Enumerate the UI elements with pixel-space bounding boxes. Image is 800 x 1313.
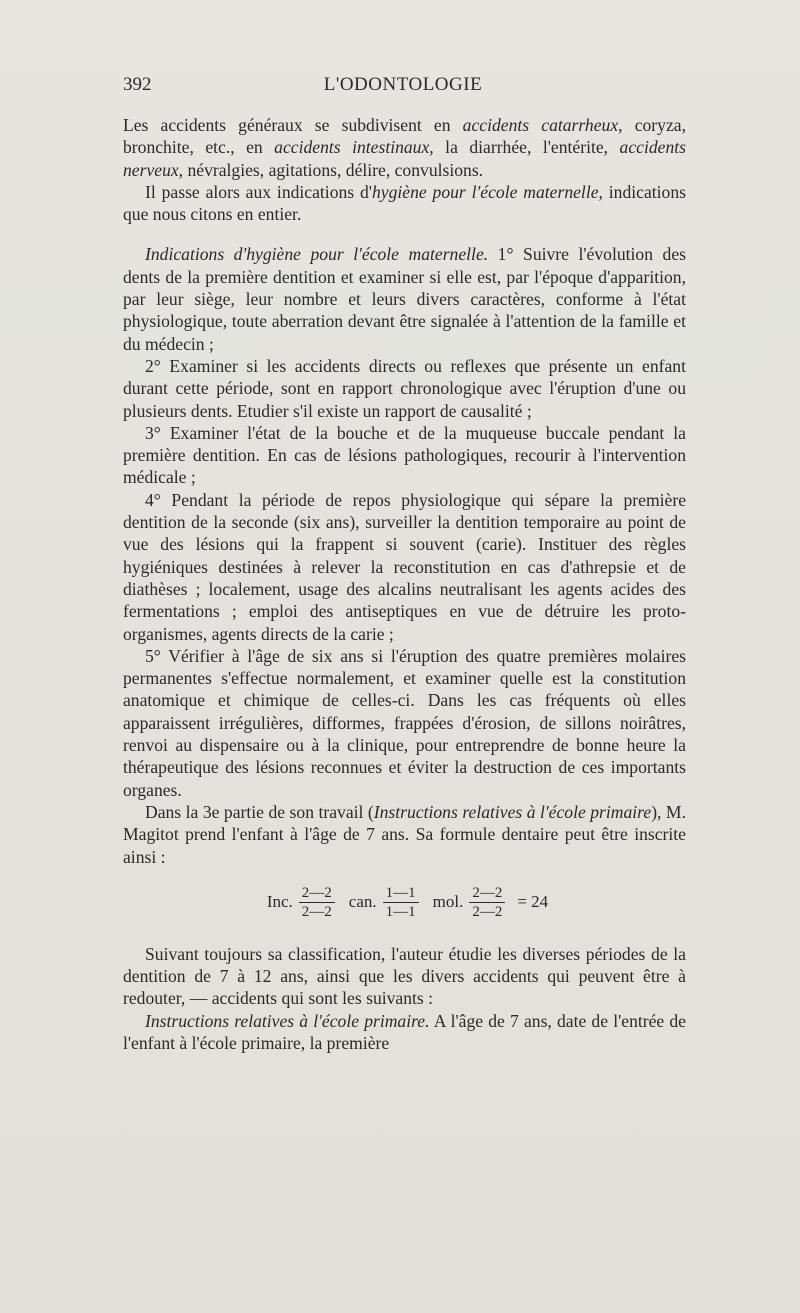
formula-mol-label: mol.: [432, 892, 464, 912]
text-run: A l'âge de 7 ans, date de l'entrée de l'enfant à l'école primaire, la première: [123, 1010, 686, 1053]
paragraph-indications-1: [123, 243, 686, 354]
formula-inc-label: Inc.: [266, 892, 293, 912]
formula-mol-denominator: 2—2: [472, 903, 503, 920]
paragraph-indications-2: 2° Examiner si les accidents directs ou reflexes que présente un enfant durant cette période, sont en rapport chronologique avec l'éruption d'une ou plusieurs dents. Etudier s'il existe un rapport de causalité ;: [123, 355, 686, 421]
page-number: 392: [123, 74, 152, 95]
formula-inc-denominator: 2—2: [301, 903, 332, 920]
formula-inc-fraction: [299, 884, 335, 921]
text-run: névralgies, agitations, délire, convulsions.: [183, 159, 484, 180]
formula-can-fraction: [383, 884, 419, 921]
italic-run: Instructions relatives à l'école primaire: [373, 801, 652, 822]
text-run: indications que nous citons en entier.: [123, 181, 686, 225]
text-run: Il passe alors aux indications d': [145, 181, 372, 202]
paragraph-indications-intro: [123, 181, 686, 226]
italic-run: hygiène pour l'école maternelle,: [371, 181, 603, 202]
text-run: ), M. Magitot prend l'enfant à l'âge de 7 ans. Sa formule dentaire peut être inscrite ainsi :: [123, 801, 686, 867]
paragraph-ecole-primaire-intro: [123, 801, 686, 868]
italic-run: accidents nerveux,: [123, 137, 686, 180]
formula-result: = 24: [517, 892, 549, 912]
text-run: coryza, bronchite, etc., en: [123, 115, 686, 158]
paragraph-classification: Suivant toujours sa classification, l'auteur étudie les diverses périodes de la dentition de 7 à 12 ans, ainsi que les divers accidents qui peuvent être à redouter, — accidents qui sont les suivants :: [123, 943, 686, 1009]
text-run: Dans la 3e partie de son travail (: [145, 801, 374, 822]
paragraph-instructions-primaire: [123, 1010, 686, 1055]
formula-can-label: can.: [348, 892, 377, 912]
formula-inc-numerator: 2—2: [299, 884, 335, 903]
formula-mol-numerator: 2—2: [469, 884, 505, 903]
running-head: L'ODONTOLOGIE: [323, 74, 483, 95]
paragraph-indications-3: 3° Examiner l'état de la bouche et de la muqueuse buccale pendant la première dentition. En cas de lésions pathologiques, recourir à l'intervention médicale ;: [123, 422, 686, 488]
section-heading: Indications d'hygiène pour l'école maternelle.: [145, 244, 489, 265]
text-run: 1° Suivre l'évolution des dents de la première dentition et examiner si elle est, par l'époque d'apparition, par leur siège, leur nombre et leurs divers caractères, conforme à l'état physiologique, toute aberration devant être signalée à l'attention de la famille et du médecin ;: [123, 244, 686, 354]
italic-run: accidents catarrheux,: [462, 115, 623, 135]
body-text: [123, 114, 686, 1054]
formula-can-denominator: 1—1: [385, 903, 416, 920]
section-heading: Instructions relatives à l'école primaire.: [145, 1010, 430, 1031]
paragraph-indications-5: 5° Vérifier à l'âge de six ans si l'éruption des quatre premières molaires permanentes s'effectue normalement, et examiner quelle est la constitution anatomique et chimique de celles-ci. Dans les cas fréquents où elles apparaissent irrégulières, difformes, frappées d'érosion, de sillons noirâtres, renvoi au dispensaire ou à la clinique, pour entreprendre de bonne heure la thérapeutique des lésions reconnues et éviter la destruction de ces importants organes.: [123, 645, 686, 800]
paragraph-accidents-generaux: [123, 114, 686, 181]
formula-can-numerator: 1—1: [383, 884, 419, 903]
page-header: [123, 74, 683, 102]
text-run: la diarrhée, l'entérite,: [433, 137, 620, 158]
text-run: Les accidents généraux se subdivisent en: [123, 115, 463, 135]
paragraph-indications-4: 4° Pendant la période de repos physiologique qui sépare la première dentition de la seconde (six ans), surveiller la dentition temporaire au point de vue des lésions qui la frappent si souvent (carie). Instituer des règles hygiéniques destinées à relever la reconstitution en cas d'athrepsie et de diathèses ; localement, usage des alcalins neutralisant les agents acides des fermentations ; emploi des antiseptiques en vue de détruire les proto-organismes, agents directs de la carie ;: [123, 489, 686, 644]
dental-formula: [123, 884, 686, 921]
italic-run: accidents intestinaux,: [274, 137, 434, 158]
formula-mol-fraction: [469, 884, 505, 921]
